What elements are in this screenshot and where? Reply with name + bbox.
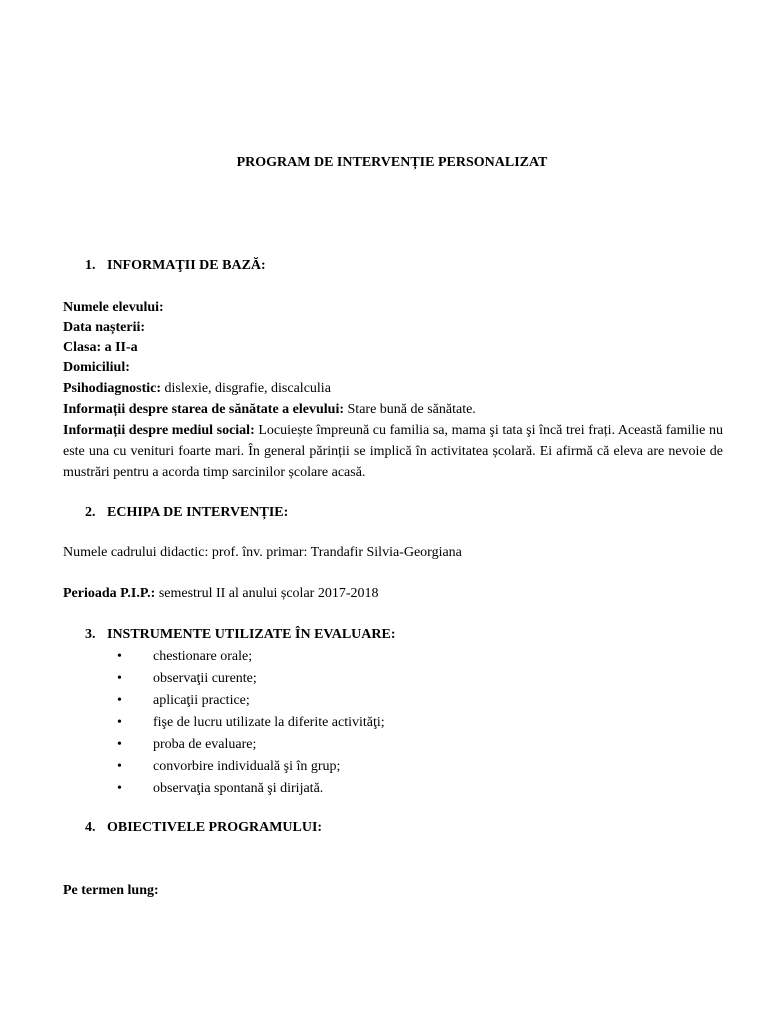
section-title: OBIECTIVELE PROGRAMULUI: bbox=[107, 820, 323, 835]
field-label: Pe termen lung: bbox=[63, 883, 159, 898]
section-1-heading bbox=[85, 256, 266, 276]
section-number: 3. bbox=[85, 627, 96, 642]
list-item-text: aplicaţii practice; bbox=[153, 693, 250, 708]
list-item bbox=[117, 668, 385, 690]
section-title: INSTRUMENTE UTILIZATE ÎN EVALUARE: bbox=[107, 627, 396, 642]
bullet-icon: • bbox=[117, 781, 122, 796]
class-field bbox=[63, 338, 723, 358]
field-label: Numele elevului: bbox=[63, 300, 164, 315]
birth-date-field bbox=[63, 318, 723, 338]
field-label: Domiciliul: bbox=[63, 360, 130, 375]
list-item bbox=[117, 756, 385, 778]
social-field bbox=[63, 420, 723, 483]
list-item bbox=[117, 646, 385, 668]
list-item-text: observaţia spontană şi dirijată. bbox=[153, 781, 324, 796]
field-label: Psihodiagnostic: bbox=[63, 381, 162, 396]
section-number: 1. bbox=[85, 258, 96, 273]
list-item bbox=[117, 712, 385, 734]
section-number: 4. bbox=[85, 820, 96, 835]
bullet-icon: • bbox=[117, 759, 122, 774]
teacher-line: Numele cadrului didactic: prof. înv. primar: Trandafir Silvia-Georgiana bbox=[63, 545, 462, 560]
page-title: PROGRAM DE INTERVENȚIE PERSONALIZAT bbox=[236, 155, 548, 170]
field-value: dislexie, disgrafie, discalculia bbox=[161, 381, 331, 396]
section-4-heading bbox=[85, 818, 322, 838]
field-label: Perioada P.I.P.: bbox=[63, 586, 156, 601]
list-item-text: fişe de lucru utilizate la diferite activităţi; bbox=[153, 715, 385, 730]
list-item bbox=[117, 690, 385, 712]
field-label: Informații despre starea de sănătate a elevului: bbox=[63, 402, 345, 417]
bullet-icon: • bbox=[117, 649, 122, 664]
list-item-text: observaţii curente; bbox=[153, 671, 257, 686]
instruments-list bbox=[117, 646, 385, 800]
student-name-field bbox=[63, 298, 723, 318]
section-title: INFORMAŢII DE BAZĂ: bbox=[107, 258, 266, 273]
field-value: semestrul II al anului școlar 2017-2018 bbox=[155, 586, 379, 601]
section-number: 2. bbox=[85, 505, 96, 520]
field-label: Informații despre mediul social: bbox=[63, 423, 255, 438]
period-field bbox=[63, 584, 723, 604]
health-field bbox=[63, 400, 723, 420]
diagnosis-field bbox=[63, 379, 723, 399]
section-2-heading bbox=[85, 503, 288, 523]
bullet-icon: • bbox=[117, 671, 122, 686]
list-item bbox=[117, 778, 385, 800]
list-item-text: proba de evaluare; bbox=[153, 737, 257, 752]
bullet-icon: • bbox=[117, 693, 122, 708]
bullet-icon: • bbox=[117, 737, 122, 752]
field-value: Locuiește împreună cu familia sa, mama şi tata şi încă trei frați. Această familie nu este una cu venituri foarte mari. În general părinții se implică în activitatea școlară. Ei afirmă că eleva are nevoie de mustrări pentru a acorda timp sarcinilor școlare acasă. bbox=[63, 423, 723, 480]
list-item-text: chestionare orale; bbox=[153, 649, 253, 664]
field-value: Stare bună de sănătate. bbox=[344, 402, 476, 417]
section-3-heading bbox=[85, 625, 396, 645]
field-label: Clasa: a II-a bbox=[63, 340, 138, 355]
list-item bbox=[117, 734, 385, 756]
field-label: Data nașterii: bbox=[63, 320, 146, 335]
list-item-text: convorbire individuală şi în grup; bbox=[153, 759, 341, 774]
address-field bbox=[63, 358, 723, 378]
section-title: ECHIPA DE INTERVENȚIE: bbox=[107, 505, 289, 520]
bullet-icon: • bbox=[117, 715, 122, 730]
long-term-objectives bbox=[63, 881, 723, 901]
